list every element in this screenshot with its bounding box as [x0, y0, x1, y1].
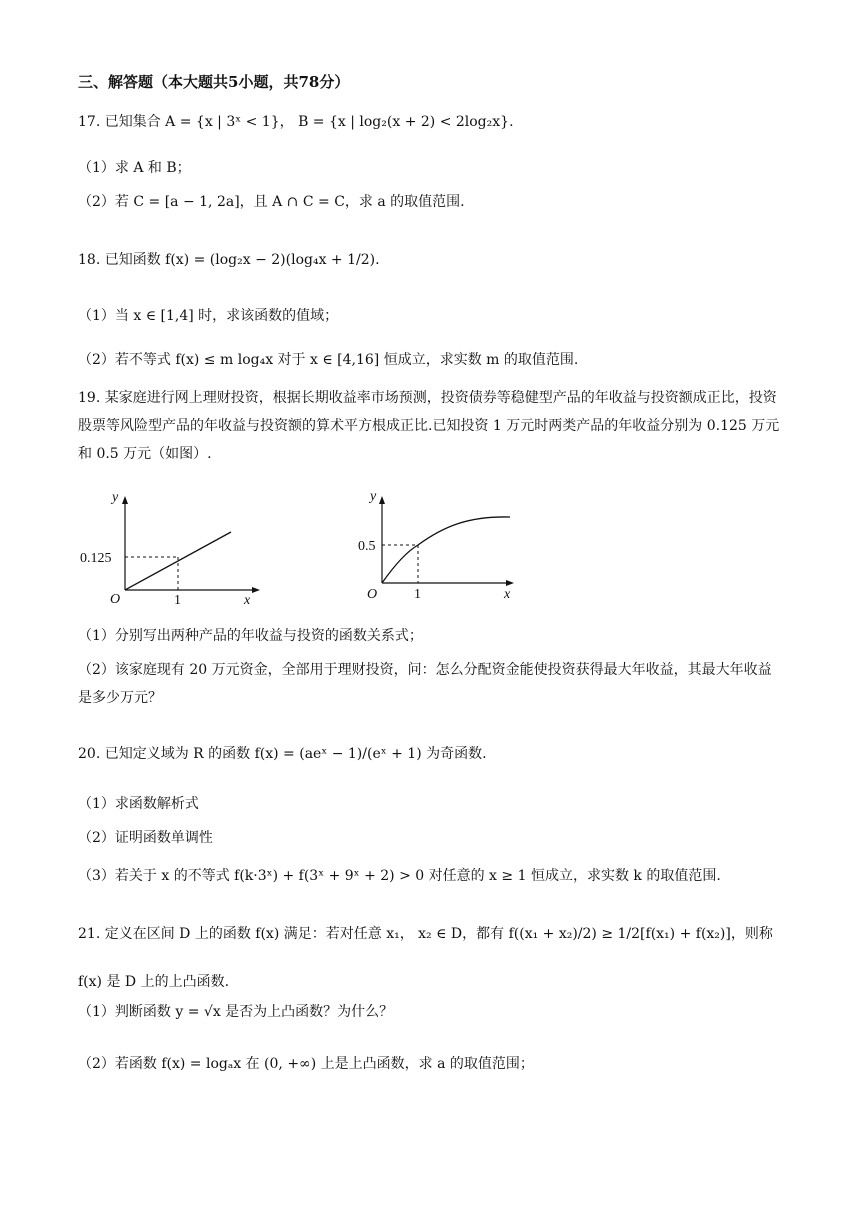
- problem-18-stem: [78, 250, 380, 270]
- problem-18-part-1: （1）当 x ∈ [1,4] 时，求该函数的值域；: [78, 308, 339, 324]
- problem-17-part-2: （2）若 C = [a − 1, 2a]，且 A ∩ C = C，求 a 的取值范围.: [78, 194, 465, 210]
- x-tick-label: 1: [414, 587, 421, 602]
- problem-17-stem: [78, 112, 514, 132]
- section-title: 三、解答题（本大题共5小题，共78分）: [78, 73, 350, 91]
- problem-18-part-2: （2）若不等式 f(x) ≤ m log₄x 对于 x ∈ [4,16] 恒成立，求实数 m 的取值范围.: [78, 352, 579, 368]
- y-tick-label: 0.5: [358, 539, 376, 554]
- problem-17-number: 17.: [78, 114, 101, 130]
- x-axis-label: x: [504, 587, 511, 602]
- problem-20-part-2: （2）证明函数单调性: [78, 830, 213, 846]
- origin-label: O: [367, 587, 378, 602]
- problem-21-part-2: （2）若函数 f(x) = logₐx 在 (0, +∞) 上是上凸函数，求 a 的取值范围；: [78, 1056, 534, 1072]
- problem-18-number: 18.: [78, 252, 101, 268]
- problem-20-stem: [78, 744, 487, 764]
- problem-20-part-1: （1）求函数解析式: [78, 796, 199, 812]
- figure-stock-income: [334, 486, 534, 606]
- problem-21-text: 定义在区间 D 上的函数 f(x) 满足：若对任意 x₁， x₂ ∈ D，都有 f((x₁ + x₂)/2) ≥ 1/2[f(x₁) + f(x₂)]，则称 f(x) 是 D 上的上凸函数.: [78, 926, 773, 990]
- figure-bond-income: [78, 486, 278, 606]
- problem-21-stem: [78, 910, 784, 1006]
- problem-21-number: 21.: [78, 926, 101, 942]
- problem-17-part-1: （1）求 A 和 B；: [78, 160, 191, 176]
- problem-20-text: 已知定义域为 R 的函数 f(x) = (aeˣ − 1)/(eˣ + 1) 为奇函数.: [104, 746, 487, 762]
- problem-18-text: 已知函数 f(x) = (log₂x − 2)(log₄x + 1/2).: [104, 252, 380, 268]
- problem-19-part-1: （1）分别写出两种产品的年收益与投资的函数关系式；: [78, 628, 423, 644]
- problem-21-part-1: （1）判断函数 y = √x 是否为上凸函数？为什么？: [78, 1004, 394, 1020]
- problem-19-number: 19.: [78, 390, 101, 406]
- problem-19-stem: [78, 384, 784, 468]
- y-axis-arrow-icon: [379, 496, 385, 504]
- y-axis-arrow-icon: [122, 496, 128, 504]
- stock-income-curve: [382, 517, 510, 583]
- x-axis-label: x: [244, 593, 251, 606]
- problem-17-text: 已知集合 A = {x | 3ˣ < 1}， B = {x | log₂(x + 2) < 2log₂x}.: [104, 114, 514, 130]
- x-tick-label: 1: [174, 593, 181, 606]
- y-tick-label: 0.125: [80, 551, 112, 566]
- y-axis-label: y: [112, 490, 119, 505]
- problem-20-part-3: （3）若关于 x 的不等式 f(k·3ˣ) + f(3ˣ + 9ˣ + 2) > 0 对任意的 x ≥ 1 恒成立，求实数 k 的取值范围.: [78, 868, 721, 884]
- problem-19-text: 某家庭进行网上理财投资，根据长期收益率市场预测，投资债券等稳健型产品的年收益与投资额成正比，投资股票等风险型产品的年收益与投资额的算术平方根成正比.已知投资 1 万元时两类产品的年收益分别为 0.125 万元和 0.5 万元（如图）.: [78, 390, 780, 462]
- x-axis-arrow-icon: [506, 580, 514, 586]
- y-axis-label: y: [370, 489, 377, 504]
- problem-20-number: 20.: [78, 746, 101, 762]
- x-axis-arrow-icon: [252, 587, 260, 593]
- origin-label: O: [110, 592, 121, 606]
- problem-19-part-2: （2）该家庭现有 20 万元资金，全部用于理财投资，问：怎么分配资金能使投资获得最大年收益，其最大年收益是多少万元？: [78, 662, 772, 706]
